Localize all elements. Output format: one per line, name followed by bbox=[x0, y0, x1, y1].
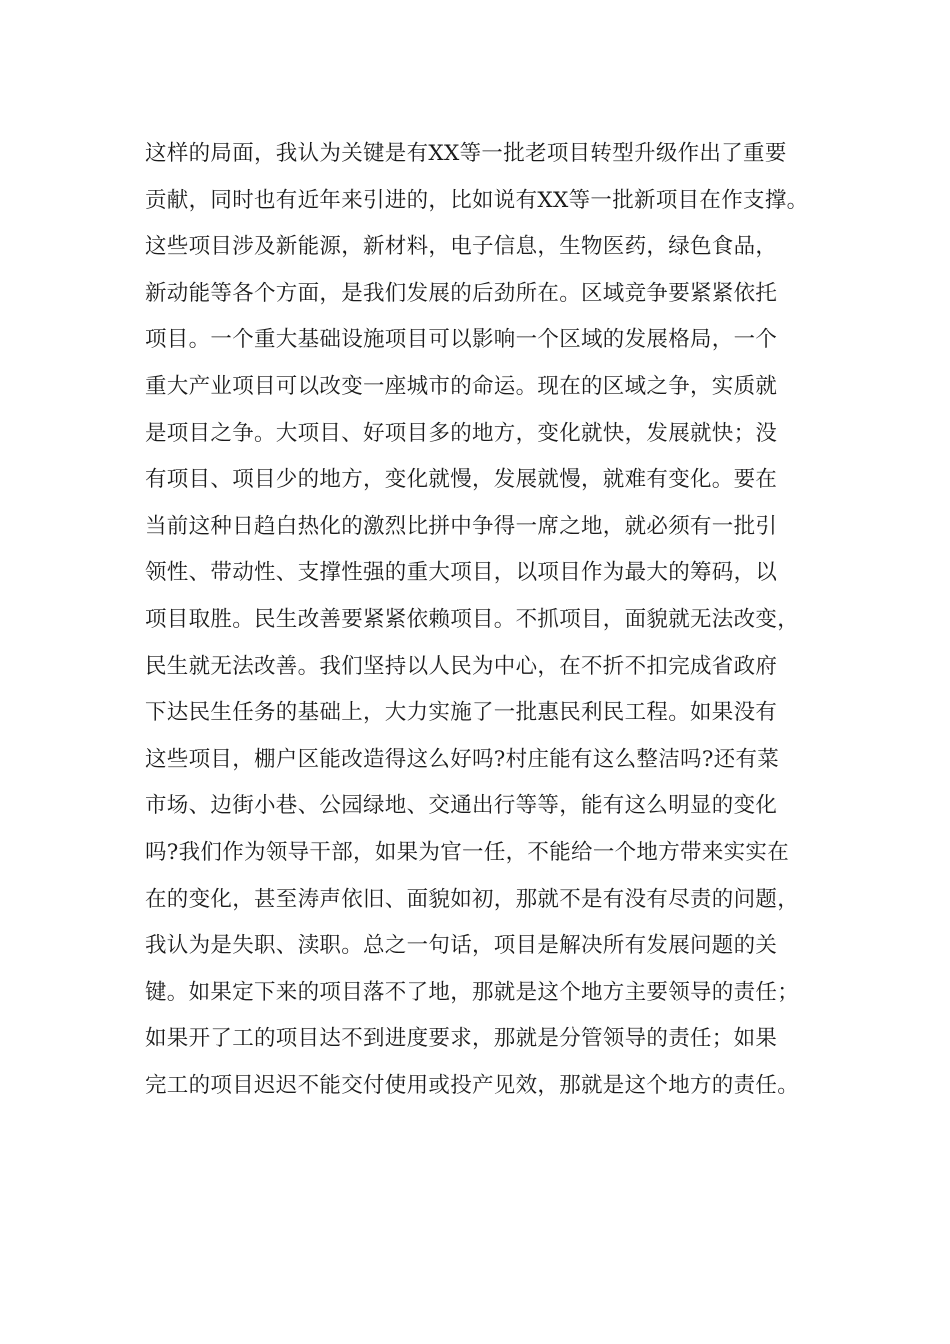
text-line: 是项目之争。大项目、好项目多的地方，变化就快，发展就快；没 bbox=[145, 420, 778, 446]
text-line: 项目。一个重大基础设施项目可以影响一个区域的发展格局，一个 bbox=[145, 327, 778, 353]
text-line: 当前这种日趋白热化的激烈比拼中争得一席之地，就必须有一批引 bbox=[145, 513, 778, 539]
text-line: 这些项目涉及新能源，新材料，电子信息，生物医药，绿色食品， bbox=[145, 234, 778, 260]
text-line: 键。如果定下来的项目落不了地，那就是这个地方主要领导的责任； bbox=[145, 979, 800, 1005]
text-line: 新动能等各个方面，是我们发展的后劲所在。区域竞争要紧紧依托 bbox=[145, 280, 778, 306]
text-line: 重大产业项目可以改变一座城市的命运。现在的区域之争，实质就 bbox=[145, 373, 778, 399]
text-line: 市场、边街小巷、公园绿地、交通出行等等，能有这么明显的变化 bbox=[145, 793, 778, 819]
text-line: 完工的项目迟迟不能交付使用或投产见效，那就是这个地方的责任。 bbox=[145, 1072, 800, 1098]
text-line: 我认为是失职、渎职。总之一句话，项目是解决所有发展问题的关 bbox=[145, 933, 778, 959]
text-line: 民生就无法改善。我们坚持以人民为中心，在不折不扣完成省政府 bbox=[145, 653, 778, 679]
text-line: 在的变化，甚至涛声依旧、面貌如初，那就不是有没有尽责的问题， bbox=[145, 886, 800, 912]
body-text bbox=[145, 134, 845, 1112]
text-line: 有项目、项目少的地方，变化就慢，发展就慢，就难有变化。要在 bbox=[145, 467, 778, 493]
text-line: 项目取胜。民生改善要紧紧依赖项目。不抓项目，面貌就无法改变， bbox=[145, 606, 800, 632]
text-line: 这样的局面，我认为关键是有XX等一批老项目转型升级作出了重要 bbox=[145, 141, 787, 166]
text-line: 吗?我们作为领导干部，如果为官一任，不能给一个地方带来实实在 bbox=[145, 839, 790, 865]
text-line: 领性、带动性、支撑性强的重大项目，以项目作为最大的筹码，以 bbox=[145, 560, 778, 586]
text-line: 贡献，同时也有近年来引进的，比如说有XX等一批新项目在作支撑。 bbox=[145, 187, 809, 213]
text-line: 如果开了工的项目达不到进度要求，那就是分管领导的责任；如果 bbox=[145, 1026, 778, 1052]
text-line: 下达民生任务的基础上，大力实施了一批惠民利民工程。如果没有 bbox=[145, 700, 778, 726]
text-line: 这些项目，棚户区能改造得这么好吗?村庄能有这么整洁吗?还有菜 bbox=[145, 746, 780, 772]
